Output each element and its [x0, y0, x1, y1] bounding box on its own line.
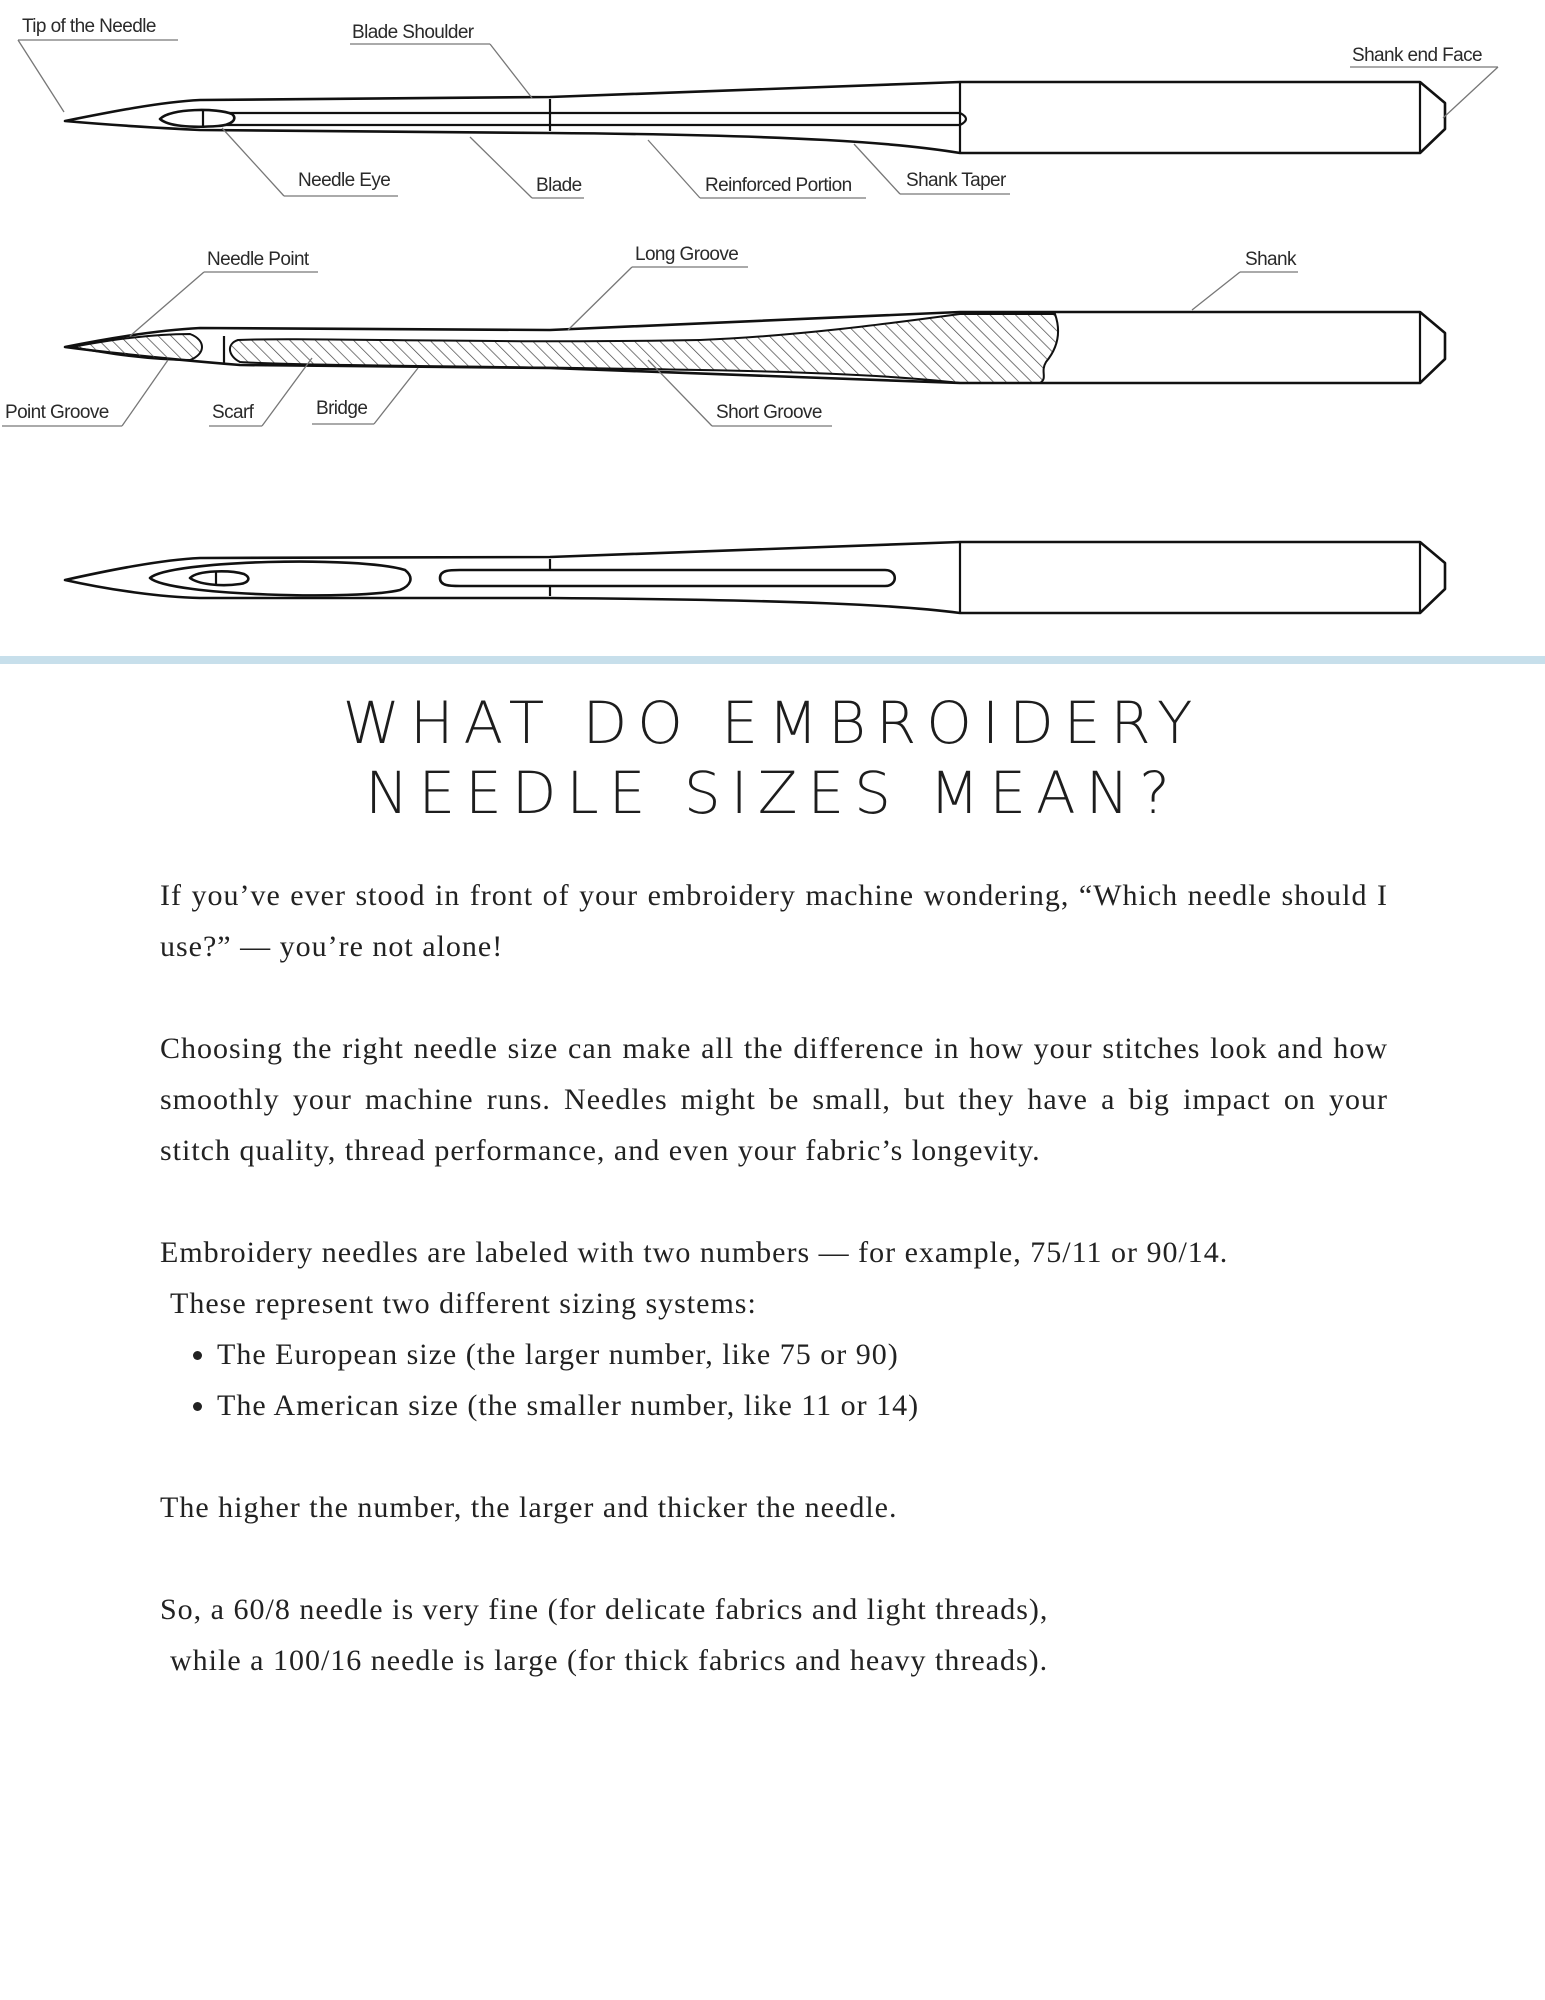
importance-paragraph: Choosing the right needle size can make all the difference in how your stitches look and how smoothly your machine runs. Needles might be small, but they have a big impact on your stitch quality, thread performance, and even your fabric’s longevity.: [160, 1032, 1388, 1167]
list-item-american: • The American size (the smaller number, like 11 or 14): [217, 1380, 1388, 1431]
label-tip-of-needle: Tip of the Needle: [22, 16, 156, 37]
sizing-paragraph-line-1: Embroidery needles are labeled with two numbers — for example, 75/11 or 90/14.: [160, 1236, 1229, 1269]
point-groove-hatch: [72, 334, 202, 360]
label-shank: Shank: [1245, 249, 1296, 270]
example-line-2: while a 100/16 needle is large (for thick fabrics and heavy threads).: [170, 1644, 1049, 1677]
label-reinforced-portion: Reinforced Portion: [705, 175, 852, 196]
label-point-groove: Point Groove: [5, 402, 109, 423]
title-line-2: NEEDLE SIZES MEAN?: [365, 759, 1180, 827]
label-blade-shoulder: Blade Shoulder: [352, 22, 474, 43]
example-line-1: So, a 60/8 needle is very fine (for delicate fabrics and light threads),: [160, 1593, 1049, 1626]
article-body: [160, 870, 1388, 1686]
rule-paragraph: The higher the number, the larger and thicker the needle.: [160, 1491, 898, 1524]
intro-paragraph: If you’ve ever stood in front of your embroidery machine wondering, “Which needle should I use?” — you’re not alone!: [160, 879, 1388, 963]
label-long-groove: Long Groove: [635, 244, 739, 265]
label-short-groove: Short Groove: [716, 402, 822, 423]
label-bridge: Bridge: [316, 398, 368, 419]
needle-eye-shape: [160, 110, 234, 127]
needle-groove-view: [65, 312, 1445, 383]
label-needle-point: Needle Point: [207, 249, 309, 270]
label-shank-taper: Shank Taper: [906, 170, 1006, 191]
needle-front-view: [65, 542, 1445, 613]
label-needle-eye: Needle Eye: [298, 170, 391, 191]
section-divider: [0, 656, 1545, 664]
list-item-european: • The European size (the larger number, like 75 or 90): [217, 1329, 1388, 1380]
page-title: [200, 688, 1345, 828]
front-groove-slot: [440, 570, 895, 586]
sizing-systems-list: [160, 1329, 1388, 1431]
needle-side-view: [65, 82, 1445, 153]
label-shank-end-face: Shank end Face: [1352, 45, 1482, 66]
needle-anatomy-diagram: [0, 0, 1545, 660]
label-scarf: Scarf: [212, 402, 254, 423]
label-blade: Blade: [536, 175, 582, 196]
title-line-1: WHAT DO EMBROIDERY: [342, 689, 1203, 757]
sizing-paragraph-line-2: These represent two different sizing systems:: [170, 1287, 757, 1320]
